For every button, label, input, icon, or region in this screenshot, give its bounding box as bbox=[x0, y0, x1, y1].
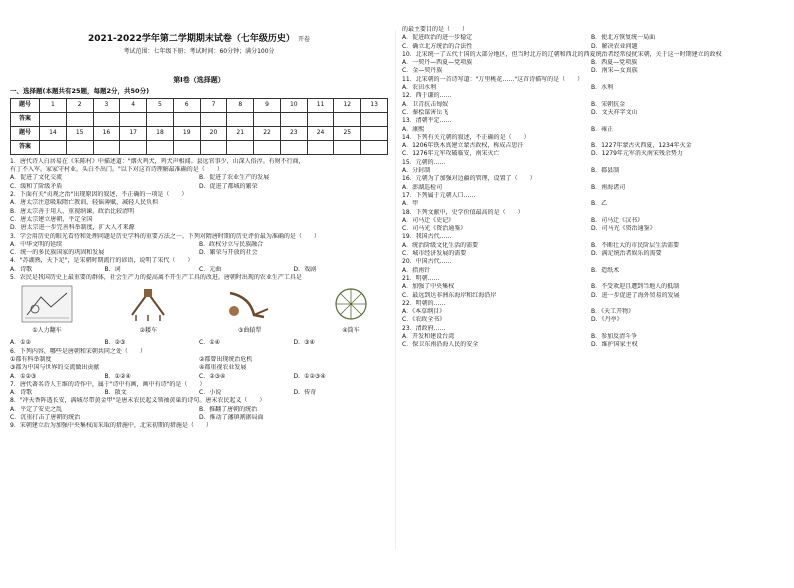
answer-cell[interactable] bbox=[200, 112, 227, 126]
question-row bbox=[402, 34, 780, 42]
question-text: 23．清政府…… bbox=[402, 324, 446, 332]
answer-cell[interactable] bbox=[173, 140, 200, 154]
option[interactable]: C．元曲 bbox=[199, 265, 222, 273]
qnum: 22 bbox=[254, 126, 281, 140]
figure bbox=[213, 285, 287, 335]
option[interactable]: C．小说 bbox=[199, 389, 222, 397]
option[interactable]: C．缓和了阶级矛盾 bbox=[10, 182, 63, 190]
option[interactable]: C．沉重打击了唐朝的统治 bbox=[10, 414, 81, 422]
answer-cell[interactable] bbox=[147, 140, 174, 154]
question-row bbox=[402, 325, 780, 333]
figure bbox=[314, 285, 388, 335]
question-text: 5．农民是我国历史上最重要的群体，社会生产力的提高离不开生产工具的改进。唐朝时出现的农业生产工具是 bbox=[10, 274, 302, 282]
option[interactable]: D．戏剧 bbox=[293, 265, 317, 273]
option[interactable]: A．《本草纲目》 bbox=[402, 308, 446, 316]
qnum: 3 bbox=[93, 98, 120, 112]
question-text: 17．下列属于元朝人口…… bbox=[402, 191, 476, 199]
option[interactable]: A．开发和建设台湾 bbox=[402, 332, 455, 340]
question-row bbox=[402, 142, 780, 150]
exam-title-text: 2021-2022学年第二学期期末试卷（七年级历史） bbox=[88, 34, 295, 44]
answer-cell[interactable] bbox=[120, 140, 147, 154]
question-row bbox=[402, 200, 780, 208]
exam-title-suffix: 开卷 bbox=[297, 36, 310, 43]
question-row bbox=[402, 109, 780, 117]
qnum: 7 bbox=[200, 98, 227, 112]
figure-caption: ①人力翻车 bbox=[32, 326, 62, 334]
qnum: 14 bbox=[40, 126, 67, 140]
question-row bbox=[402, 316, 780, 324]
qnum: 2 bbox=[66, 98, 93, 112]
option[interactable]: D．③④ bbox=[293, 339, 315, 347]
option[interactable]: D．《丹亭》 bbox=[591, 316, 623, 324]
option[interactable]: C．1276年元军攻破临安，南宋灭亡 bbox=[402, 150, 500, 158]
question-row bbox=[402, 51, 780, 59]
answer-cell[interactable] bbox=[200, 140, 227, 154]
question-row bbox=[402, 258, 780, 266]
options bbox=[10, 183, 388, 191]
answer-table bbox=[10, 98, 388, 155]
option[interactable]: A．诗歌 bbox=[10, 389, 33, 397]
option[interactable]: B．唐太宗善于用人，重视纳谏，政治比较清明 bbox=[10, 207, 135, 215]
question-row bbox=[402, 333, 780, 341]
part-heading: 第Ⅰ卷（选择题） bbox=[173, 76, 225, 85]
question-text: 的最主要目的是（ ） bbox=[402, 26, 469, 33]
waterwheel-icon bbox=[325, 285, 377, 323]
answer-cell[interactable] bbox=[307, 112, 334, 126]
answer-cell[interactable] bbox=[66, 112, 93, 126]
option[interactable]: B．推翻了唐朝的统治 bbox=[199, 405, 258, 413]
option[interactable]: A．1206年铁木真建立蒙古政权，称成吉思汗 bbox=[402, 142, 524, 150]
qnum: 21 bbox=[227, 126, 254, 140]
option[interactable]: C．秦桧谋害岳飞 bbox=[402, 108, 449, 116]
figure-caption: ③曲辕犁 bbox=[237, 326, 262, 334]
option[interactable]: C．确立北方统治的合法性 bbox=[402, 42, 473, 50]
answer-cell[interactable] bbox=[40, 112, 67, 126]
option[interactable]: A．澎湖巡检司 bbox=[402, 183, 443, 191]
option[interactable]: B．乙 bbox=[591, 200, 608, 208]
option[interactable]: D．唐太宗进一步完善科举制度，扩大人才来源 bbox=[10, 224, 135, 232]
answer-table-row bbox=[11, 112, 388, 126]
row-label: 题号 bbox=[11, 98, 40, 112]
question-text: 20．中国古代…… bbox=[402, 258, 452, 266]
question-text: 8．"冲天香阵透长安，满城尽带黄金甲"是唐末农民起义领袖黄巢的诗句。唐末农民起义（ ） bbox=[10, 397, 266, 405]
option[interactable]: B．不断壮大的市民阶层生活需要 bbox=[591, 241, 680, 249]
figure-caption: ④筒车 bbox=[342, 326, 360, 334]
row-label: 题号 bbox=[11, 126, 40, 140]
question-row bbox=[402, 59, 780, 67]
question-row bbox=[402, 150, 780, 158]
answer-cell[interactable] bbox=[254, 112, 281, 126]
question-text: 14．下列有关元朝的叙述，不正确的是（ ） bbox=[402, 133, 530, 141]
answer-cell[interactable] bbox=[334, 140, 361, 154]
option[interactable]: A．卫青抗击匈奴 bbox=[402, 100, 449, 108]
option[interactable]: B．西夏—党项族 bbox=[591, 59, 638, 67]
question-row bbox=[402, 126, 780, 134]
qnum: 6 bbox=[173, 98, 200, 112]
question-text: 10．北宋统一了五代十国的大部分地区，但当时北方的辽朝和西北的西夏统治者经常侵扰宋朝，关于这一时期建立的政权 bbox=[402, 50, 722, 58]
answer-cell[interactable] bbox=[254, 140, 281, 154]
question-text: 4．"苏湖熟，天下足"，是宋朝时期流行的谚语，说明了宋代（ ） bbox=[10, 257, 194, 265]
answer-table-row bbox=[11, 126, 388, 140]
qnum: 5 bbox=[147, 98, 174, 112]
question-row bbox=[402, 341, 780, 349]
figure bbox=[111, 285, 185, 335]
question-row bbox=[402, 117, 780, 125]
answer-cell[interactable] bbox=[93, 140, 120, 154]
answer-label: 答案 bbox=[11, 112, 40, 126]
option[interactable]: A．统治阶级文化生活的需要 bbox=[402, 241, 479, 249]
option[interactable]: A．促进政治的进一步稳定 bbox=[402, 34, 473, 42]
question-row bbox=[402, 308, 780, 316]
option[interactable]: D．解决农业问题 bbox=[591, 42, 638, 50]
answer-cell[interactable] bbox=[40, 140, 67, 154]
option[interactable]: D．传奇 bbox=[293, 389, 317, 397]
option[interactable]: C．唐太宗建立唐朝，平定全国 bbox=[10, 215, 93, 223]
qnum: 16 bbox=[93, 126, 120, 140]
question-text: 有丁不入军。家家守村业，头白不出门。"以下对这首诗理解最准确的是（ ） bbox=[10, 166, 223, 174]
qnum: 11 bbox=[307, 98, 334, 112]
question-row bbox=[402, 242, 780, 250]
options bbox=[10, 356, 388, 364]
option[interactable]: D．满足统治者娱乐的需要 bbox=[591, 250, 662, 258]
options bbox=[10, 339, 388, 347]
right-question-list bbox=[402, 34, 780, 349]
options bbox=[10, 249, 388, 257]
qnum: 24 bbox=[307, 126, 334, 140]
option[interactable]: C．《农政全书》 bbox=[402, 316, 446, 324]
option[interactable]: A．唐太宗注意吸取隋亡教训，轻徭薄赋，减轻人民负担 bbox=[10, 199, 159, 207]
options bbox=[10, 389, 388, 397]
waterwheel-sketch-icon bbox=[21, 285, 73, 323]
option[interactable]: A．中华文明的延续 bbox=[10, 240, 63, 248]
option[interactable]: B．词 bbox=[104, 265, 121, 273]
section-heading: 一、选择题(本题共有25题，每题2分，共50分) bbox=[10, 86, 150, 95]
options bbox=[10, 406, 388, 414]
option[interactable]: C．金—契丹族 bbox=[402, 67, 443, 75]
options bbox=[10, 364, 388, 372]
question-text: 3．学会用历史的眼光看待和处理问题是历史学科的重要方法之一。下列对隋唐时期的历史评价最为准确的是（ ） bbox=[10, 232, 320, 240]
exam-meta: 考试范围：七年级下册；考试时间：60分钟；满分100分 bbox=[123, 48, 275, 55]
question-text: 15．元朝的…… bbox=[402, 158, 446, 166]
option[interactable]: B．使北方恢复统一局面 bbox=[591, 34, 656, 42]
option[interactable]: A．农田水利 bbox=[402, 84, 437, 92]
option[interactable]: A．司马迁《史记》 bbox=[402, 216, 455, 224]
option[interactable]: D．进一步促进了海外贸易的发展 bbox=[591, 291, 680, 299]
answer-cell[interactable] bbox=[361, 112, 388, 126]
question-row bbox=[402, 134, 780, 142]
question-row bbox=[402, 250, 780, 258]
question-text: 2．下面有关"贞观之治"出现原因的叙述，不正确的一项是（ ） bbox=[10, 191, 188, 199]
answer-cell[interactable] bbox=[334, 112, 361, 126]
question-row bbox=[402, 267, 780, 275]
option[interactable]: A．甲 bbox=[402, 200, 419, 208]
left-column bbox=[10, 0, 388, 562]
answer-table-row bbox=[11, 98, 388, 112]
option[interactable]: B．②③ bbox=[104, 339, 126, 347]
option[interactable]: C．②③④ bbox=[199, 372, 226, 380]
option[interactable]: B．不受欢迎且遭到当地人的抵制 bbox=[591, 283, 680, 291]
option[interactable]: C．①④ bbox=[199, 339, 220, 347]
answer-cell[interactable] bbox=[93, 112, 120, 126]
question-row bbox=[402, 275, 780, 283]
option[interactable]: D．文天祥字文山 bbox=[591, 108, 638, 116]
question-row bbox=[402, 92, 780, 100]
question-row bbox=[402, 292, 780, 300]
statement: ④都重视农业发展 bbox=[199, 364, 247, 372]
option[interactable]: B．政权分立与民族融合 bbox=[199, 240, 264, 248]
qnum: 12 bbox=[334, 98, 361, 112]
column-divider bbox=[395, 30, 396, 550]
question-row bbox=[402, 184, 780, 192]
question-row bbox=[402, 300, 780, 308]
question-row bbox=[402, 233, 780, 241]
options bbox=[10, 241, 388, 249]
option[interactable]: C．统一的多民族国家的巩固和发展 bbox=[10, 249, 105, 257]
answer-cell[interactable] bbox=[173, 112, 200, 126]
option[interactable]: D．推动了藩镇割据局面 bbox=[199, 414, 264, 422]
option[interactable]: D．司马光《资治通鉴》 bbox=[591, 225, 656, 233]
qnum: 9 bbox=[254, 98, 281, 112]
option[interactable]: D．南宋—女真族 bbox=[591, 67, 638, 75]
tool-figures bbox=[10, 285, 388, 335]
option[interactable]: D．促进了都城的繁荣 bbox=[199, 182, 258, 190]
option[interactable]: A．平定了安史之乱 bbox=[10, 405, 63, 413]
question-row bbox=[402, 283, 780, 291]
option[interactable]: D．繁荣与开放的社会 bbox=[199, 249, 258, 257]
qnum: 1 bbox=[40, 98, 67, 112]
question-row bbox=[402, 67, 780, 75]
option[interactable]: B．宋朝抗金 bbox=[591, 100, 626, 108]
option[interactable]: A．诗歌 bbox=[10, 265, 33, 273]
option[interactable]: A．促进了文化交流 bbox=[10, 174, 63, 182]
qnum: 8 bbox=[227, 98, 254, 112]
answer-cell[interactable] bbox=[66, 140, 93, 154]
option[interactable]: C．城市经济发展的需要 bbox=[402, 250, 467, 258]
qnum: 19 bbox=[173, 126, 200, 140]
option[interactable]: C．最远到达非洲东海岸和红海沿岸 bbox=[402, 291, 497, 299]
figure bbox=[10, 285, 84, 335]
option[interactable]: B．1227年蒙古灭西夏，1234年灭金 bbox=[591, 142, 692, 150]
answer-cell[interactable] bbox=[227, 112, 254, 126]
question-row bbox=[402, 101, 780, 109]
option[interactable]: D．①②③④ bbox=[293, 372, 326, 380]
option[interactable]: B．参加反清斗争 bbox=[591, 332, 638, 340]
option[interactable]: B．郡县制 bbox=[591, 167, 620, 175]
question-row bbox=[402, 225, 780, 233]
option[interactable]: B．《天工开物》 bbox=[591, 308, 635, 316]
question-text: 6．下列内容，哪些是唐朝和宋朝共同之处（ ） bbox=[10, 347, 146, 355]
option[interactable]: B．雍正 bbox=[591, 125, 614, 133]
qnum: 20 bbox=[200, 126, 227, 140]
option[interactable]: B．①②④ bbox=[104, 372, 131, 380]
answer-cell[interactable] bbox=[280, 140, 307, 154]
seed-drill-icon bbox=[122, 285, 174, 323]
question-text: 13．清朝平定…… bbox=[402, 117, 452, 125]
options bbox=[10, 373, 388, 381]
answer-cell[interactable] bbox=[307, 140, 334, 154]
option[interactable]: A．指南针 bbox=[402, 266, 431, 274]
option[interactable]: A．①② bbox=[10, 339, 31, 347]
question-row bbox=[402, 43, 780, 51]
answer-table-row bbox=[11, 140, 388, 154]
question-text: 9．宋朝建立后为加强中央集权而采取的措施中，北宋初期的措施是（ ） bbox=[10, 422, 212, 430]
option[interactable]: C．司马光《资治通鉴》 bbox=[402, 225, 467, 233]
option[interactable]: A．加强了中央集权 bbox=[402, 283, 455, 291]
statement: ②都曾出现统治危机 bbox=[199, 355, 253, 363]
question-row bbox=[402, 76, 780, 84]
qnum: 18 bbox=[147, 126, 174, 140]
option[interactable]: B．水利 bbox=[591, 84, 614, 92]
question-text: 7．唐代著名诗人王维的诗作中，属于"诗中有画，画中有诗"的是（ ） bbox=[10, 380, 206, 388]
qnum: 23 bbox=[280, 126, 307, 140]
question-row bbox=[402, 167, 780, 175]
right-column bbox=[402, 0, 780, 588]
question-text: 18．下列文献中，史学价值最高的是（ ） bbox=[402, 208, 524, 216]
options bbox=[10, 174, 388, 182]
answer-cell[interactable] bbox=[147, 112, 174, 126]
question-row bbox=[402, 159, 780, 167]
option[interactable]: A．①②③ bbox=[10, 372, 37, 380]
exam-title bbox=[10, 33, 388, 46]
question-row bbox=[402, 84, 780, 92]
options bbox=[10, 266, 388, 274]
qnum: 4 bbox=[120, 98, 147, 112]
option[interactable]: D．维护国家主权 bbox=[591, 341, 638, 349]
option[interactable]: A．康熙 bbox=[402, 125, 425, 133]
question-row bbox=[402, 217, 780, 225]
question-row bbox=[402, 192, 780, 200]
option[interactable]: B．南海诸司 bbox=[591, 183, 626, 191]
qnum: 10 bbox=[280, 98, 307, 112]
option[interactable]: C．保卫东南沿海人民的安全 bbox=[402, 341, 479, 349]
question-text: 1．唐代诗人白居易在《朱陈村》中描述道："烟火鸡犬，鸡犬声相闻。县远官事少，山深人俗淳。有财不行商， bbox=[10, 157, 305, 165]
option[interactable]: B．散文 bbox=[104, 389, 127, 397]
curved-plough-icon bbox=[224, 285, 276, 323]
figure-caption: ②耧车 bbox=[139, 326, 158, 334]
question-text: 19．我国古代…… bbox=[402, 233, 452, 241]
answer-cell[interactable] bbox=[120, 112, 147, 126]
qnum: 13 bbox=[361, 98, 388, 112]
qnum bbox=[361, 126, 388, 140]
answer-cell[interactable] bbox=[280, 112, 307, 126]
option[interactable]: B．造纸术 bbox=[591, 266, 620, 274]
answer-cell[interactable] bbox=[361, 140, 388, 154]
option[interactable]: B．司马迁《汉书》 bbox=[591, 216, 644, 224]
option[interactable]: A．分封制 bbox=[402, 167, 431, 175]
answer-label: 答案 bbox=[11, 140, 40, 154]
question-text: 12．西于谦的…… bbox=[402, 92, 452, 100]
qnum: 17 bbox=[120, 126, 147, 140]
question-text: 22．明朝的…… bbox=[402, 299, 446, 307]
statement: ③都为中国与世界的交流做出贡献 bbox=[10, 364, 100, 372]
qnum: 15 bbox=[66, 126, 93, 140]
options bbox=[10, 414, 388, 422]
answer-cell[interactable] bbox=[227, 140, 254, 154]
qnum: 25 bbox=[334, 126, 361, 140]
option[interactable]: B．促进了农业生产的发展 bbox=[199, 174, 270, 182]
question-text: 11．北宋朝的一首诗写道："万里桃花……"这首诗描写的是（ ） bbox=[402, 75, 584, 83]
question-text: 16．元朝为了加强对边疆的管理，设置了（ ） bbox=[402, 175, 536, 183]
question-text: 21．明朝…… bbox=[402, 274, 440, 282]
statement: ①都有科举制度 bbox=[10, 355, 52, 363]
question-row bbox=[402, 175, 780, 183]
option[interactable]: D．1279年元军消灭南宋残余势力 bbox=[591, 150, 683, 158]
question-row bbox=[402, 209, 780, 217]
option[interactable]: A．一契丹—西夏—党项族 bbox=[402, 59, 473, 67]
